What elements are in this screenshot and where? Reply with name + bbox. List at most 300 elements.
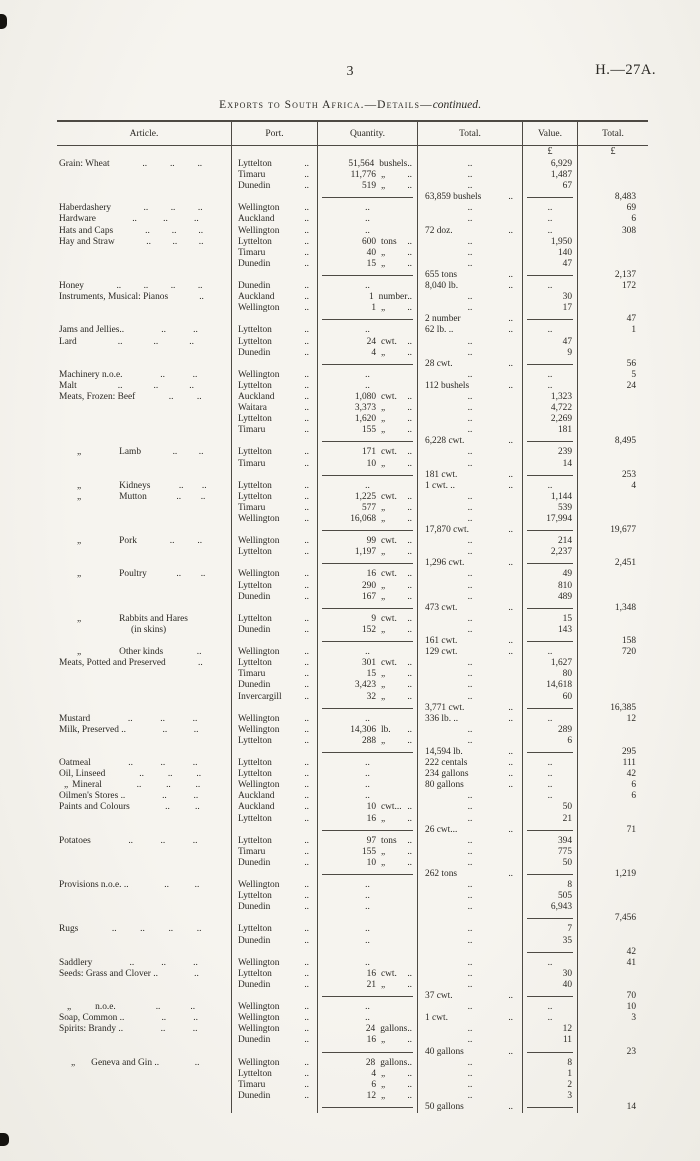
quantity-total-cell: .. bbox=[418, 680, 523, 691]
value-total-amount: 3 bbox=[631, 1013, 636, 1024]
total-row bbox=[57, 703, 648, 714]
value-amount: 17 bbox=[562, 303, 572, 314]
quantity-total-cell: .. bbox=[418, 936, 523, 947]
port-cell bbox=[232, 747, 318, 758]
quantity-unit: „ bbox=[381, 1079, 386, 1090]
table-row bbox=[57, 492, 648, 503]
port-cell bbox=[232, 703, 318, 714]
port-cell bbox=[232, 636, 318, 647]
port-label: Timaru bbox=[238, 170, 266, 181]
quantity-unit: „ bbox=[381, 458, 386, 469]
article-cell bbox=[57, 825, 232, 836]
leader-dots: .. bbox=[407, 447, 412, 458]
value-amount: 8 bbox=[567, 1057, 572, 1068]
article-cell bbox=[57, 348, 232, 359]
table-row bbox=[57, 348, 648, 359]
table-row bbox=[57, 1080, 648, 1091]
quantity-total-cell bbox=[418, 869, 523, 880]
port-cell bbox=[232, 381, 318, 392]
quantity-cell: .. bbox=[318, 281, 418, 292]
value-amount: 810 bbox=[557, 580, 572, 591]
value-cell: .. bbox=[523, 381, 578, 392]
article-cell bbox=[57, 370, 232, 381]
value-cell bbox=[523, 259, 578, 270]
leader-dots: .. bbox=[407, 857, 412, 868]
leader-dots: .. bbox=[407, 591, 412, 602]
table-row bbox=[57, 891, 648, 902]
value-total-cell bbox=[578, 381, 648, 392]
article-cell bbox=[57, 836, 232, 847]
quantity-total-value: 80 gallons bbox=[425, 780, 464, 791]
port-label: Lyttelton bbox=[238, 924, 272, 935]
value-amount: 47 bbox=[562, 258, 572, 269]
leader-dots: .. bbox=[304, 303, 309, 314]
leader-dots: .. bbox=[304, 514, 309, 524]
article-cell bbox=[57, 292, 232, 303]
leader-dots: .. bbox=[407, 491, 412, 502]
value-total-cell bbox=[578, 636, 648, 647]
sum-rule bbox=[527, 708, 573, 709]
leader-dots bbox=[96, 214, 231, 225]
table-row bbox=[57, 536, 648, 547]
value-total-cell bbox=[578, 403, 648, 414]
article-label: Lamb bbox=[119, 447, 142, 458]
quantity-total-value: 72 doz. bbox=[425, 225, 453, 236]
quantity-cell bbox=[318, 248, 418, 259]
table-row bbox=[57, 170, 648, 181]
value-cell: .. bbox=[523, 1013, 578, 1024]
port-cell bbox=[232, 203, 318, 214]
quantity-total-cell bbox=[418, 525, 523, 536]
value-amount: 505 bbox=[557, 891, 572, 902]
quantity-total-cell: .. bbox=[418, 492, 523, 503]
leader-dots: .. bbox=[407, 181, 412, 192]
leader-dots: .. bbox=[304, 369, 309, 380]
dot-group: .. bbox=[193, 1013, 198, 1024]
leader-dots: .. bbox=[304, 247, 309, 258]
dot-group: .. bbox=[195, 802, 200, 813]
quantity-value: 10 bbox=[366, 857, 376, 868]
leader-dots: .. bbox=[407, 658, 412, 669]
dot-group: .. bbox=[153, 336, 159, 347]
leader-dots: .. bbox=[407, 458, 412, 469]
port-cell bbox=[232, 514, 318, 525]
leader-dots: .. bbox=[508, 1013, 513, 1024]
dot-group: .. bbox=[145, 225, 150, 236]
article-cell bbox=[57, 381, 232, 392]
value-total-cell bbox=[578, 492, 648, 503]
value-amount: 4,722 bbox=[550, 403, 572, 414]
article-label: Rabbits and Hares bbox=[119, 613, 188, 624]
value-total-cell bbox=[578, 259, 648, 270]
sum-rule bbox=[527, 364, 573, 365]
quantity-total-cell: .. bbox=[418, 880, 523, 891]
leader-dots: .. bbox=[508, 1046, 513, 1057]
quantity-total-cell: .. bbox=[418, 547, 523, 558]
quantity-total-cell: .. bbox=[418, 303, 523, 314]
sum-rule bbox=[322, 830, 413, 831]
value-total-amount: 6 bbox=[631, 791, 636, 802]
table-row bbox=[57, 1002, 648, 1013]
leader-dots: .. bbox=[304, 214, 309, 225]
value-total-cell bbox=[578, 1024, 648, 1035]
quantity-value: 152 bbox=[361, 624, 376, 635]
value-cell: .. bbox=[523, 647, 578, 658]
port-label: Dunedin bbox=[238, 935, 271, 946]
table-row bbox=[57, 381, 648, 392]
quantity-value: 155 bbox=[361, 846, 376, 857]
table-row bbox=[57, 880, 648, 891]
table-row bbox=[57, 414, 648, 425]
quantity-value: 577 bbox=[361, 502, 376, 513]
quantity-cell bbox=[318, 1058, 418, 1069]
quantity-value: 519 bbox=[361, 181, 376, 192]
quantity-total-cell: .. bbox=[418, 569, 523, 580]
quantity-total-cell: .. bbox=[418, 814, 523, 825]
quantity-cell bbox=[318, 592, 418, 603]
dot-group: .. bbox=[160, 713, 165, 724]
value-cell: .. bbox=[523, 370, 578, 381]
sum-rule bbox=[322, 752, 413, 753]
leader-dots bbox=[113, 226, 231, 237]
article-cell bbox=[57, 692, 232, 703]
quantity-value: 600 bbox=[361, 236, 376, 247]
dot-group: .. bbox=[193, 791, 199, 802]
quantity-cell bbox=[318, 991, 418, 1002]
port-label: Lyttelton bbox=[238, 491, 272, 502]
leader-dots: .. bbox=[304, 236, 309, 247]
value-total-cell bbox=[578, 581, 648, 592]
quantity-cell bbox=[318, 270, 418, 281]
value-amount: 143 bbox=[557, 624, 572, 635]
port-cell bbox=[232, 736, 318, 747]
dot-group: .. bbox=[169, 536, 175, 547]
value-cell bbox=[523, 192, 578, 203]
port-cell bbox=[232, 192, 318, 203]
value-total-cell bbox=[578, 736, 648, 747]
leader-dots: .. bbox=[407, 1035, 412, 1046]
quantity-value: 290 bbox=[361, 580, 376, 591]
table-row bbox=[57, 736, 648, 747]
port-cell bbox=[232, 714, 318, 725]
value-cell bbox=[523, 747, 578, 758]
leader-dots: .. bbox=[304, 758, 309, 769]
value-amount: 14,618 bbox=[546, 680, 572, 691]
value-total-cell bbox=[578, 470, 648, 481]
article-cell bbox=[57, 503, 232, 514]
quantity-total-cell: .. bbox=[418, 237, 523, 248]
value-cell: .. bbox=[523, 325, 578, 336]
quantity-value: 10 bbox=[366, 802, 376, 813]
quantity-value: 24 bbox=[365, 1024, 376, 1035]
quantity-cell bbox=[318, 980, 418, 991]
table-row bbox=[57, 658, 648, 669]
leader-dots: .. bbox=[304, 536, 309, 547]
quantity-value: 1,225 bbox=[354, 491, 376, 502]
quantity-cell bbox=[318, 947, 418, 958]
quantity-unit: „ bbox=[381, 247, 386, 258]
port-label: Lyttelton bbox=[238, 447, 272, 458]
quantity-value: 10 bbox=[366, 458, 376, 469]
leader-dots: .. bbox=[304, 724, 309, 735]
value-cell bbox=[523, 348, 578, 359]
value-cell bbox=[523, 159, 578, 170]
leader-dots: .. bbox=[304, 1035, 309, 1046]
port-cell bbox=[232, 1102, 318, 1113]
quantity-cell bbox=[318, 1091, 418, 1102]
leader-dots: .. bbox=[508, 602, 513, 613]
value-total-cell bbox=[578, 237, 648, 248]
quantity-total-value: 1,296 cwt. bbox=[425, 558, 465, 569]
quantity-total-cell: .. bbox=[418, 592, 523, 603]
port-label: Dunedin bbox=[238, 281, 271, 292]
quantity-unit: „ bbox=[381, 735, 386, 746]
value-amount: 60 bbox=[562, 691, 572, 702]
port-cell bbox=[232, 459, 318, 470]
value-total-cell bbox=[578, 1091, 648, 1102]
quantity-value: 1 bbox=[368, 292, 374, 303]
port-cell bbox=[232, 680, 318, 691]
leader-dots: .. bbox=[508, 991, 513, 1002]
article-label: Meats, Frozen: Beef bbox=[59, 391, 136, 402]
leader-dots: .. bbox=[304, 735, 309, 746]
port-label: Wellington bbox=[238, 724, 280, 735]
quantity-cell bbox=[318, 146, 418, 159]
quantity-cell: .. bbox=[318, 214, 418, 225]
leader-dots: .. bbox=[508, 281, 513, 292]
dot-group: .. bbox=[192, 713, 198, 724]
article-cell bbox=[57, 869, 232, 880]
quantity-total-cell: .. bbox=[418, 414, 523, 425]
value-cell bbox=[523, 736, 578, 747]
value-cell bbox=[523, 902, 578, 913]
article-cell bbox=[57, 1058, 232, 1069]
port-label: Wellington bbox=[238, 369, 280, 380]
leader-dots: .. bbox=[407, 735, 412, 746]
total-row bbox=[57, 270, 648, 281]
total-row bbox=[57, 314, 648, 325]
quantity-cell: .. bbox=[318, 647, 418, 658]
leader-dots: .. bbox=[407, 258, 412, 269]
leader-dots: .. bbox=[508, 325, 513, 336]
port-cell bbox=[232, 692, 318, 703]
value-cell: .. bbox=[523, 958, 578, 969]
table-row bbox=[57, 836, 648, 847]
value-amount: 2 bbox=[567, 1079, 572, 1090]
sum-rule bbox=[527, 996, 573, 997]
value-total-amount: 5 bbox=[631, 369, 636, 380]
value-amount: 289 bbox=[557, 724, 572, 735]
dot-group: .. bbox=[166, 780, 171, 791]
value-total-cell bbox=[578, 680, 648, 691]
article-cell bbox=[57, 658, 232, 669]
dot-group: .. bbox=[139, 769, 144, 780]
leader-dots: .. bbox=[304, 902, 309, 913]
port-label: Lyttelton bbox=[238, 236, 272, 247]
leader-dots: .. bbox=[304, 713, 309, 724]
article-label: Mustard bbox=[59, 713, 91, 724]
port-cell bbox=[232, 181, 318, 192]
value-total-amount: 6 bbox=[631, 780, 636, 791]
quantity-cell bbox=[318, 392, 418, 403]
value-total-cell bbox=[578, 1013, 648, 1024]
quantity-cell bbox=[318, 536, 418, 547]
port-cell bbox=[232, 581, 318, 592]
quantity-total-cell bbox=[418, 226, 523, 237]
value-cell bbox=[523, 802, 578, 813]
sum-rule bbox=[322, 530, 413, 531]
value-amount: 30 bbox=[562, 968, 572, 979]
leader-dots: .. bbox=[304, 647, 309, 658]
leader-dots: .. bbox=[304, 580, 309, 591]
quantity-total-value: 222 centals bbox=[425, 758, 468, 769]
quantity-value: 1,197 bbox=[354, 547, 376, 558]
value-total-amount: 70 bbox=[626, 991, 636, 1002]
leader-dots: .. bbox=[304, 292, 309, 303]
sum-rule bbox=[527, 530, 573, 531]
quantity-total-cell: .. bbox=[418, 692, 523, 703]
column-header-value-total: Total. bbox=[602, 128, 624, 139]
port-cell bbox=[232, 359, 318, 370]
leader-dots: .. bbox=[508, 558, 513, 569]
leader-dots bbox=[125, 791, 231, 802]
article-cell bbox=[57, 181, 232, 192]
table-row bbox=[57, 325, 648, 336]
quantity-total-cell: .. bbox=[418, 503, 523, 514]
dot-group: .. bbox=[172, 447, 178, 458]
dot-group: .. bbox=[197, 281, 203, 292]
article-cell bbox=[57, 936, 232, 947]
dot-group: .. bbox=[132, 214, 137, 225]
port-cell bbox=[232, 1035, 318, 1046]
port-cell bbox=[232, 780, 318, 791]
quantity-total-cell bbox=[418, 146, 523, 159]
quantity-value: 16 bbox=[366, 813, 376, 824]
dot-group: .. bbox=[200, 491, 206, 502]
value-total-cell bbox=[578, 270, 648, 281]
table-row bbox=[57, 403, 648, 414]
quantity-unit: „ bbox=[381, 669, 386, 680]
quantity-value: 4 bbox=[371, 1068, 376, 1079]
value-total-cell bbox=[578, 947, 648, 958]
value-amount: 2,237 bbox=[550, 547, 572, 558]
leader-dots bbox=[126, 725, 231, 736]
sum-rule bbox=[527, 1107, 573, 1108]
value-cell bbox=[523, 814, 578, 825]
port-label: Lyttelton bbox=[238, 159, 272, 169]
quantity-unit: „ bbox=[381, 547, 386, 558]
port-cell bbox=[232, 936, 318, 947]
value-cell bbox=[523, 703, 578, 714]
leader-dots bbox=[130, 802, 231, 813]
value-cell bbox=[523, 1035, 578, 1046]
leader-dots: .. bbox=[407, 1024, 412, 1035]
quantity-cell: .. bbox=[318, 769, 418, 780]
value-total-cell bbox=[578, 592, 648, 603]
value-cell bbox=[523, 725, 578, 736]
leader-dots: .. bbox=[407, 680, 412, 691]
quantity-total-cell bbox=[418, 470, 523, 481]
value-total-cell bbox=[578, 292, 648, 303]
total-row bbox=[57, 359, 648, 370]
port-label: Lyttelton bbox=[238, 336, 272, 347]
quantity-total-cell: .. bbox=[418, 669, 523, 680]
leader-dots: .. bbox=[304, 491, 309, 502]
port-cell bbox=[232, 392, 318, 403]
value-total-cell bbox=[578, 869, 648, 880]
quantity-total-value: 1 cwt. bbox=[425, 1013, 448, 1024]
dot-group: .. bbox=[192, 369, 198, 380]
article-cell bbox=[57, 669, 232, 680]
quantity-cell bbox=[318, 692, 418, 703]
article-cell bbox=[57, 536, 232, 547]
quantity-cell bbox=[318, 503, 418, 514]
quantity-value: 1,620 bbox=[354, 414, 376, 425]
quantity-cell bbox=[318, 869, 418, 880]
port-cell bbox=[232, 858, 318, 869]
table-row bbox=[57, 625, 648, 636]
quantity-value: 12 bbox=[366, 1090, 376, 1101]
value-cell bbox=[523, 636, 578, 647]
quantity-cell bbox=[318, 725, 418, 736]
value-total-cell bbox=[578, 459, 648, 470]
quantity-total-cell bbox=[418, 436, 523, 447]
article-label: Instruments, Musical: Pianos bbox=[59, 292, 169, 303]
total-row bbox=[57, 525, 648, 536]
leader-dots: .. bbox=[304, 336, 309, 347]
leader-dots: .. bbox=[407, 802, 412, 813]
dot-group: .. bbox=[161, 1013, 167, 1024]
leader-dots bbox=[90, 714, 231, 725]
leader-dots: .. bbox=[304, 924, 309, 935]
quantity-cell: .. bbox=[318, 1002, 418, 1013]
value-cell bbox=[523, 891, 578, 902]
value-amount: 489 bbox=[557, 591, 572, 602]
article-cell bbox=[57, 1102, 232, 1113]
quantity-unit: „ bbox=[381, 170, 386, 181]
leader-dots bbox=[158, 969, 231, 980]
value-total-amount: 23 bbox=[626, 1046, 636, 1057]
leader-dots: .. bbox=[407, 580, 412, 591]
article-cell bbox=[57, 192, 232, 203]
leader-dots: .. bbox=[304, 1090, 309, 1101]
article-label: Potatoes bbox=[59, 835, 91, 846]
total-row bbox=[57, 747, 648, 758]
article-label: Jams and Jellies.. bbox=[59, 325, 125, 336]
value-cell bbox=[523, 569, 578, 580]
article-cell bbox=[57, 625, 232, 636]
quantity-total-cell bbox=[418, 359, 523, 370]
sum-rule bbox=[322, 1052, 413, 1053]
table-row bbox=[57, 758, 648, 769]
quantity-cell bbox=[318, 814, 418, 825]
value-total-cell bbox=[578, 714, 648, 725]
sum-rule bbox=[527, 319, 573, 320]
leader-dots: .. bbox=[304, 658, 309, 669]
value-total-amount: 308 bbox=[621, 225, 636, 236]
value-cell bbox=[523, 1024, 578, 1035]
dot-group: .. bbox=[199, 292, 204, 303]
article-cell bbox=[57, 492, 232, 503]
quantity-cell bbox=[318, 337, 418, 348]
quantity-total-cell bbox=[418, 325, 523, 336]
dot-group: .. bbox=[190, 1002, 196, 1013]
dot-group: .. bbox=[198, 236, 204, 247]
table-row bbox=[57, 303, 648, 314]
quantity-value: 15 bbox=[366, 669, 376, 680]
article-cell bbox=[57, 814, 232, 825]
total-row bbox=[57, 947, 648, 958]
